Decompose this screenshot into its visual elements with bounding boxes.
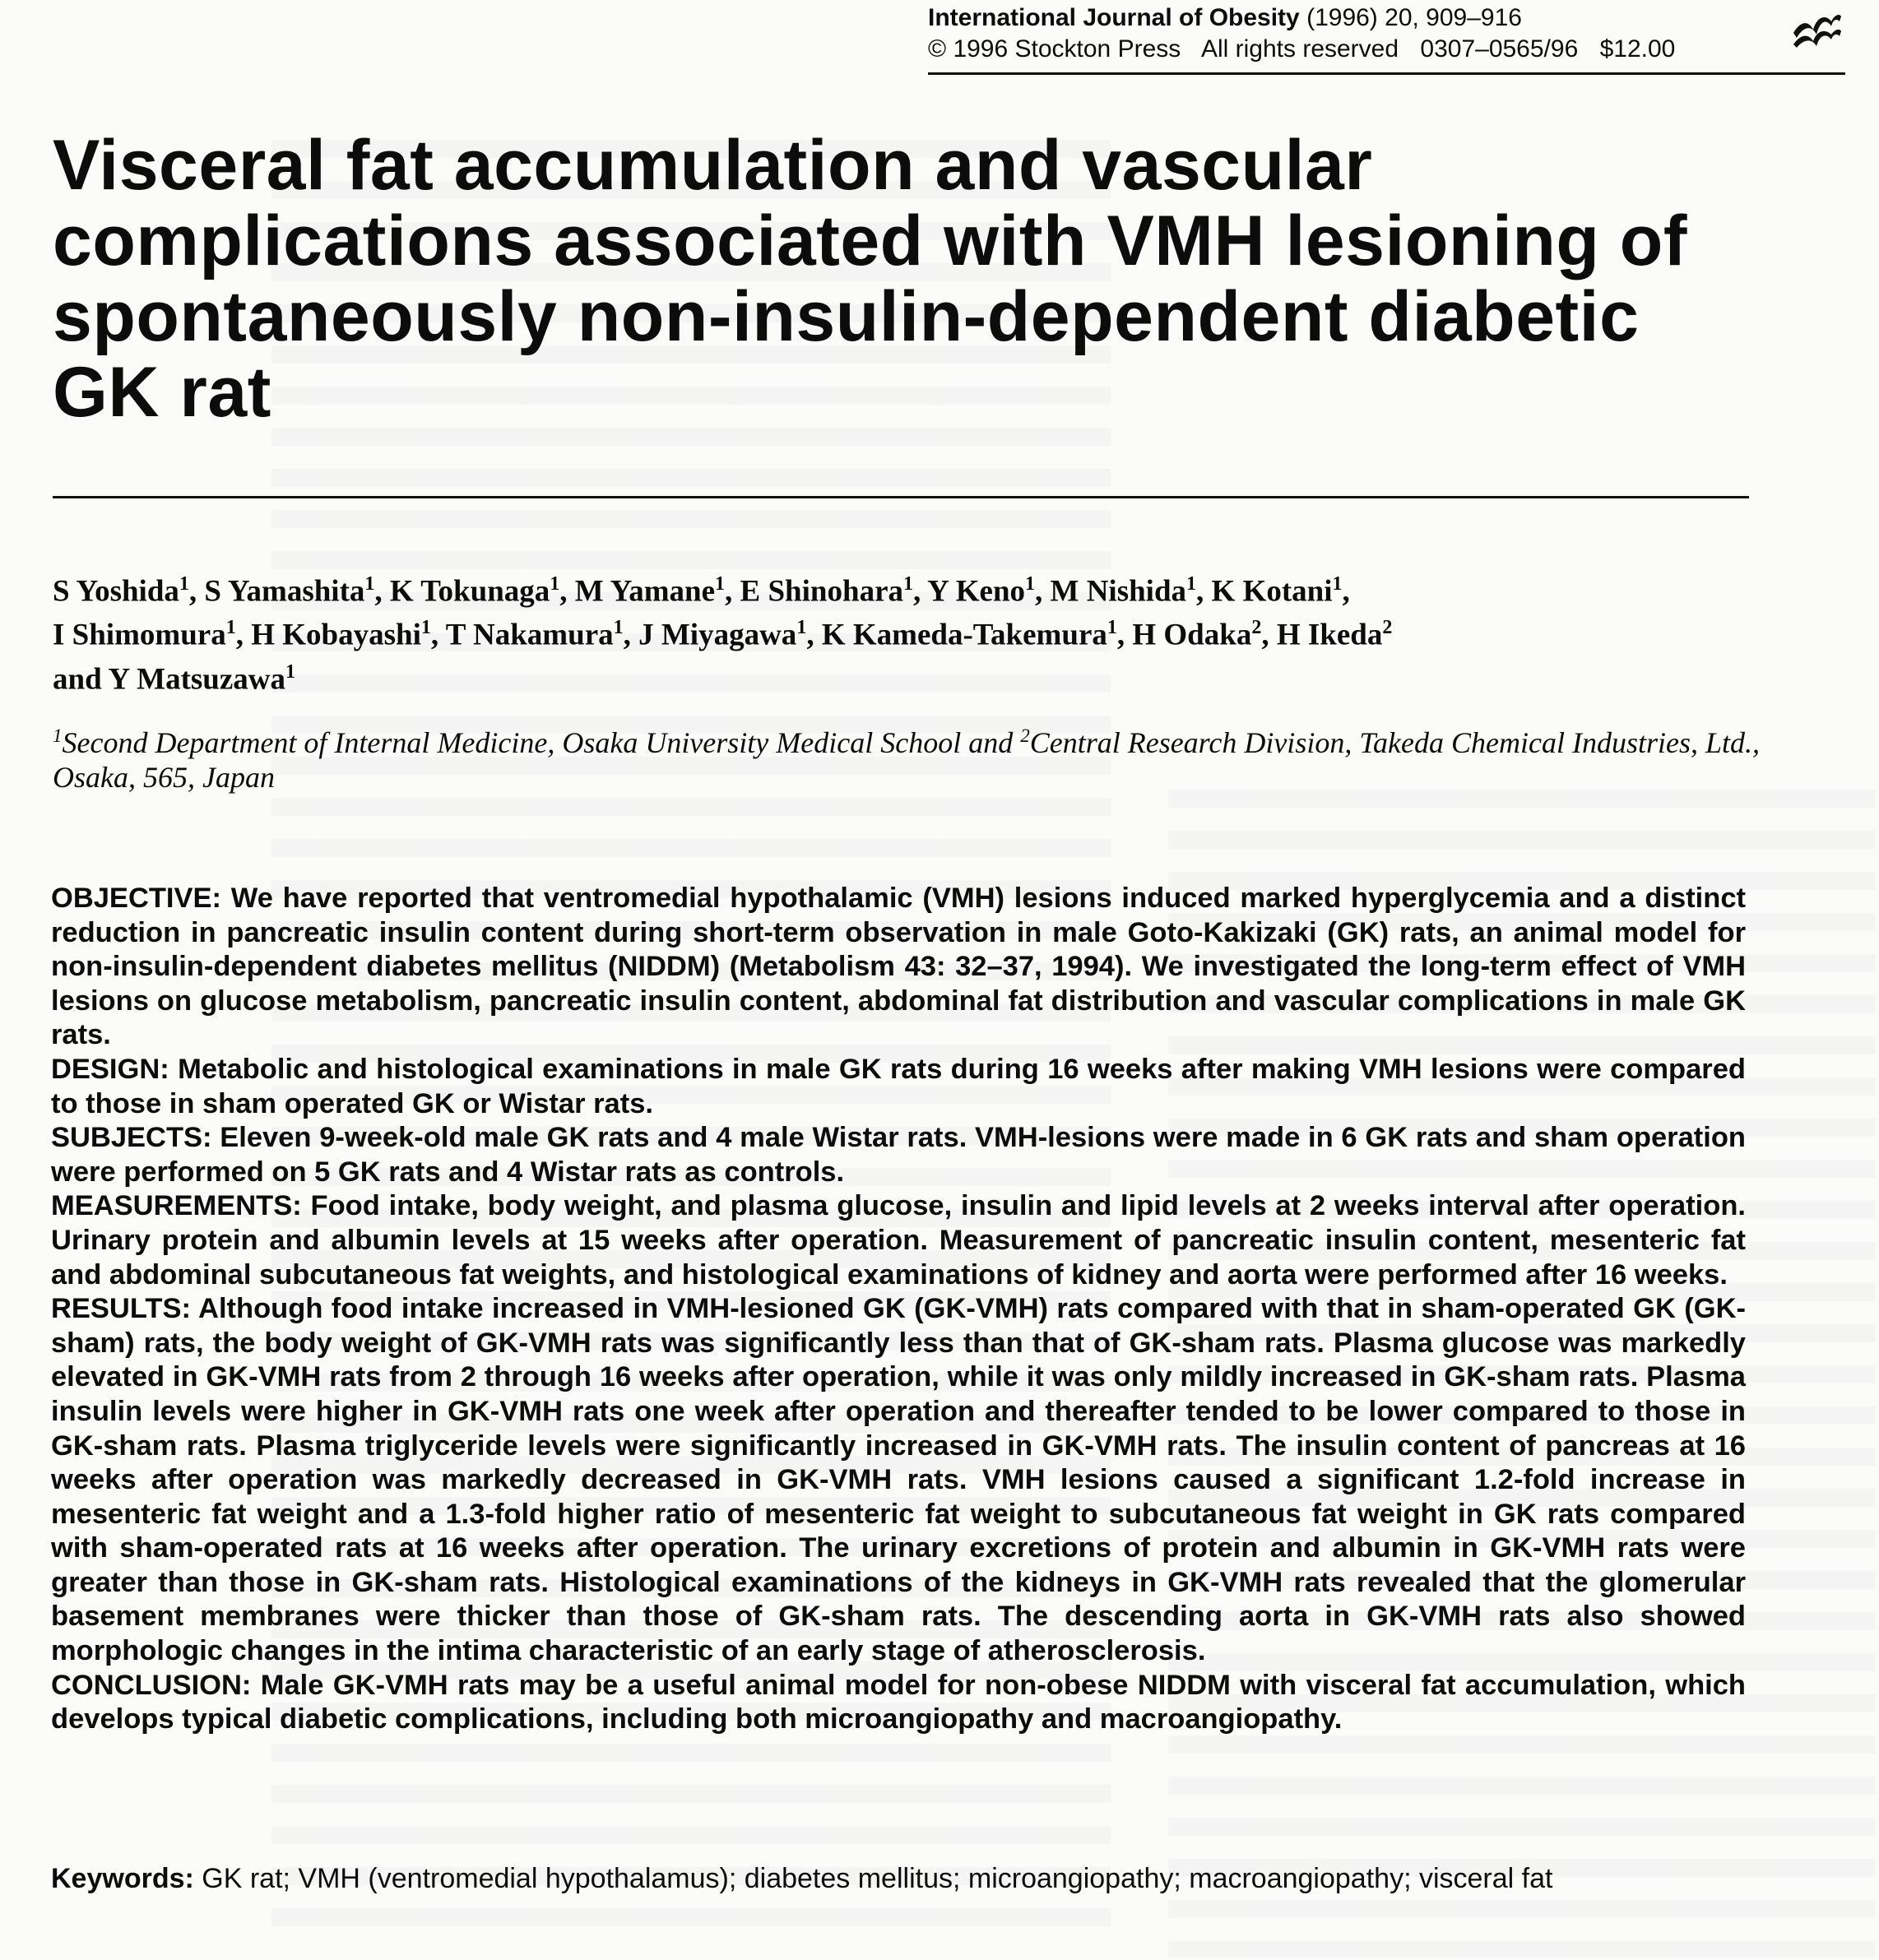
- article-title: Visceral fat accumulation and vascular complications associated with VMH lesioning of spontaneously non-insulin-dependent diabetic GK rat: [53, 126, 1687, 432]
- affiliation-joiner: and: [968, 726, 1014, 759]
- journal-volume: (1996) 20, 909–916: [1306, 4, 1522, 31]
- author-affiliation-marker: 1: [1186, 573, 1197, 595]
- author-affiliation-marker: 1: [550, 573, 560, 595]
- affiliation-marker: 1: [53, 725, 63, 746]
- author-affiliation-marker: 1: [420, 617, 431, 639]
- title-divider: [53, 496, 1749, 498]
- abstract-conclusion: CONCLUSION: Male GK-VMH rats may be a useful animal model for non-obese NIDDM with visceral fat accumulation, which develops typical diabetic complications, including both microangiopathy and macroangiopathy.: [51, 1669, 1746, 1735]
- author-affiliation-marker: 1: [796, 617, 807, 639]
- author-affiliation-marker: 1: [1332, 573, 1343, 595]
- author: J Miyagawa: [638, 618, 797, 652]
- affiliation: Second Department of Internal Medicine, Osaka University Medical School: [62, 726, 962, 759]
- author-affiliation-marker: 1: [179, 573, 189, 595]
- author: K Kameda-Takemura: [821, 618, 1107, 652]
- keywords-label: Keywords:: [51, 1863, 194, 1894]
- author: I Shimomura: [53, 618, 226, 652]
- author-affiliation-marker: 1: [1025, 573, 1036, 595]
- abstract-subjects: SUBJECTS: Eleven 9-week-old male GK rats and 4 male Wistar rats. VMH-lesions were made in 6 GK rats and sham operation were performed on 5 GK rats and 4 Wistar rats as controls.: [51, 1122, 1746, 1188]
- journal-header: [928, 3, 1845, 75]
- journal-citation: [928, 3, 1522, 33]
- author: H Ikeda: [1276, 618, 1383, 652]
- affiliation: Central Research Division, Takeda Chemical Industries, Ltd., Osaka, 565, Japan: [53, 726, 1760, 794]
- author-affiliation-marker: 2: [1382, 617, 1393, 639]
- affiliations: [53, 719, 1764, 795]
- author-affiliation-marker: 1: [225, 617, 236, 639]
- keywords: [51, 1861, 1746, 1896]
- author-affiliation-marker: 1: [364, 573, 375, 595]
- author: T Nakamura: [445, 618, 614, 652]
- stockton-press-logo-icon: [1790, 5, 1843, 49]
- rights-notice: All rights reserved: [1200, 35, 1399, 63]
- author: E Shinohara: [740, 574, 903, 609]
- author: H Odaka: [1132, 618, 1252, 652]
- author-affiliation-marker: 1: [903, 573, 913, 595]
- author: M Yamane: [574, 574, 716, 609]
- author: Y Matsuzawa: [108, 661, 286, 696]
- author: S Yoshida: [53, 574, 179, 609]
- keywords-text: GK rat; VMH (ventromedial hypothalamus); diabetes mellitus; microangiopathy; macroangiopathy; visceral fat: [202, 1863, 1553, 1894]
- price: $12.00: [1599, 35, 1676, 63]
- affiliation-marker: 2: [1020, 725, 1030, 746]
- author: M Nishida: [1050, 574, 1187, 609]
- author: H Kobayashi: [251, 618, 421, 652]
- journal-name: International Journal of Obesity: [928, 4, 1300, 31]
- abstract-objective: OBJECTIVE: We have reported that ventromedial hypothalamic (VMH) lesions induced marked hyperglycemia and a distinct reduction in pancreatic insulin content during short-term observation in male Goto-Kakizaki (GK) rats, an animal model for non-insulin-dependent diabetes mellitus (NIDDM) (Metabolism 43: 32–37, 1994). We investigated the long-term effect of VMH lesions on glucose metabolism, pancreatic insulin content, abdominal fat distribution and vascular complications in male GK rats.: [51, 883, 1746, 1051]
- abstract-design: DESIGN: Metabolic and histological examinations in male GK rats during 16 weeks after making VMH lesions were compared to those in sham operated GK or Wistar rats.: [51, 1053, 1746, 1119]
- author-affiliation-marker: 1: [613, 617, 624, 639]
- author-affiliation-marker: 1: [1107, 617, 1117, 639]
- abstract: [51, 882, 1746, 1737]
- abstract-results: RESULTS: Although food intake increased in VMH-lesioned GK (GK-VMH) rats compared with that in sham-operated GK (GK-sham) rats, the body weight of GK-VMH rats was significantly less than that of GK-sham rats. Plasma glucose was markedly elevated in GK-VMH rats from 2 through 16 weeks after operation, while it was only mildly increased in GK-sham rats. Plasma insulin levels were higher in GK-VMH rats one week after operation and thereafter tended to be lower compared to those in GK-sham rats. Plasma triglyceride levels were significantly increased in GK-VMH rats. The insulin content of pancreas at 16 weeks after operation was markedly decreased in GK-VMH rats. VMH lesions caused a significant 1.2-fold increase in mesenteric fat weight and a 1.3-fold higher ratio of mesenteric fat weight to subcutaneous fat weight in GK rats compared with sham-operated rats at 16 weeks after operation. The urinary excretions of protein and albumin in GK-VMH rats were greater than those in GK-sham rats. Histological examinations of the kidneys in GK-VMH rats revealed that the glomerular basement membranes were thicker than those of GK-sham rats. The descending aorta in GK-VMH rats also showed morphologic changes in the intima characteristic of an early stage of atherosclerosis.: [51, 1293, 1746, 1667]
- author-list: S Yoshida$^1$, S Yamashita$^1$, K Tokunaga$^1$, M Yamane$^1$, E Shinohara$^1$, Y Keno$^1$, M Nishida$^1$, K Kotani$^1$, I Shimomura$^1$, H Kobayashi$^1$, T Nakamura$^1$, J Miyagawa$^1$, K Kameda-Takemura$^1$, H Odaka$^2$, H Ikeda$^2$ and Y Matsuzawa$^1$: [53, 573, 1393, 696]
- issn: 0307–0565/96: [1420, 35, 1579, 63]
- abstract-measurements: MEASUREMENTS: Food intake, body weight, and plasma glucose, insulin and lipid levels at 2 weeks interval after operation. Urinary protein and albumin levels at 15 weeks after operation. Measurement of pancreatic insulin content, mesenteric fat and abdominal subcutaneous fat weights, and histological examinations of kidney and aorta were performed after 16 weeks.: [51, 1190, 1746, 1290]
- author-affiliation-marker: 1: [715, 573, 726, 595]
- author: K Kotani: [1211, 574, 1333, 609]
- copyright-notice: © 1996 Stockton Press: [928, 35, 1181, 63]
- author: K Tokunaga: [389, 574, 550, 609]
- author: S Yamashita: [204, 574, 365, 609]
- author: Y Keno: [927, 574, 1026, 609]
- author-affiliation-marker: 2: [1251, 617, 1262, 639]
- author-conjunction: and: [53, 661, 102, 696]
- copyright-line: [928, 35, 1690, 64]
- author-affiliation-marker: 1: [285, 660, 296, 683]
